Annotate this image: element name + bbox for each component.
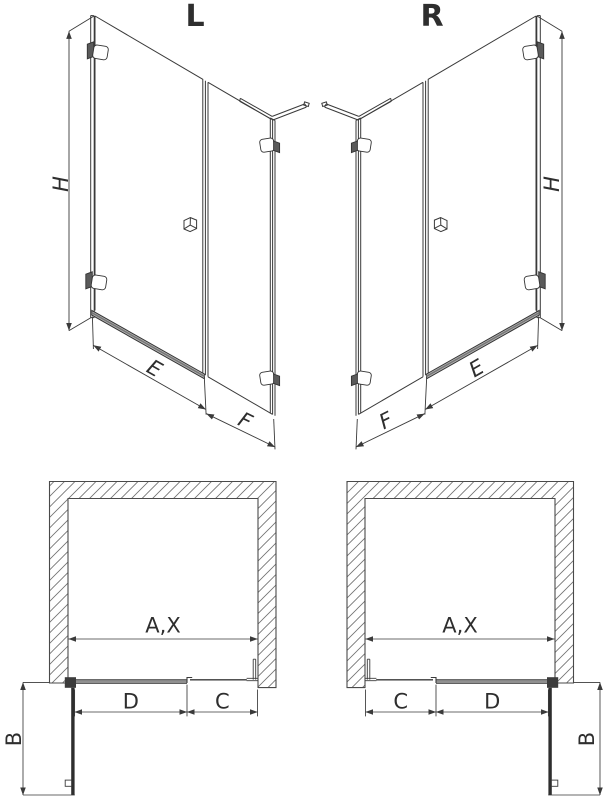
elevation-view-right <box>322 16 562 450</box>
plan-left-walls <box>50 482 277 688</box>
dim-label-ax-right: A,X <box>442 613 478 638</box>
dim-label-h-right: H <box>540 176 564 192</box>
dim-label-f-right: F <box>375 407 397 435</box>
dim-label-c-left: C <box>214 689 230 714</box>
dim-label-c-right: C <box>393 689 409 714</box>
elevation-view-left <box>69 16 309 450</box>
dim-label-e-right: E <box>464 354 489 383</box>
dim-label-b-left: B <box>2 731 26 747</box>
dim-label-d-right: D <box>484 689 501 714</box>
dim-label-e-left: E <box>142 354 167 383</box>
plan-right-walls <box>347 482 574 688</box>
dim-label-f-left: F <box>234 407 256 435</box>
dim-label-b-right: B <box>575 731 599 747</box>
dim-label-d-left: D <box>122 689 139 714</box>
view-label-right: R <box>420 0 444 34</box>
dim-label-h-left: H <box>49 176 73 192</box>
dim-label-ax-left: A,X <box>145 613 181 638</box>
view-label-left: L <box>185 0 205 34</box>
